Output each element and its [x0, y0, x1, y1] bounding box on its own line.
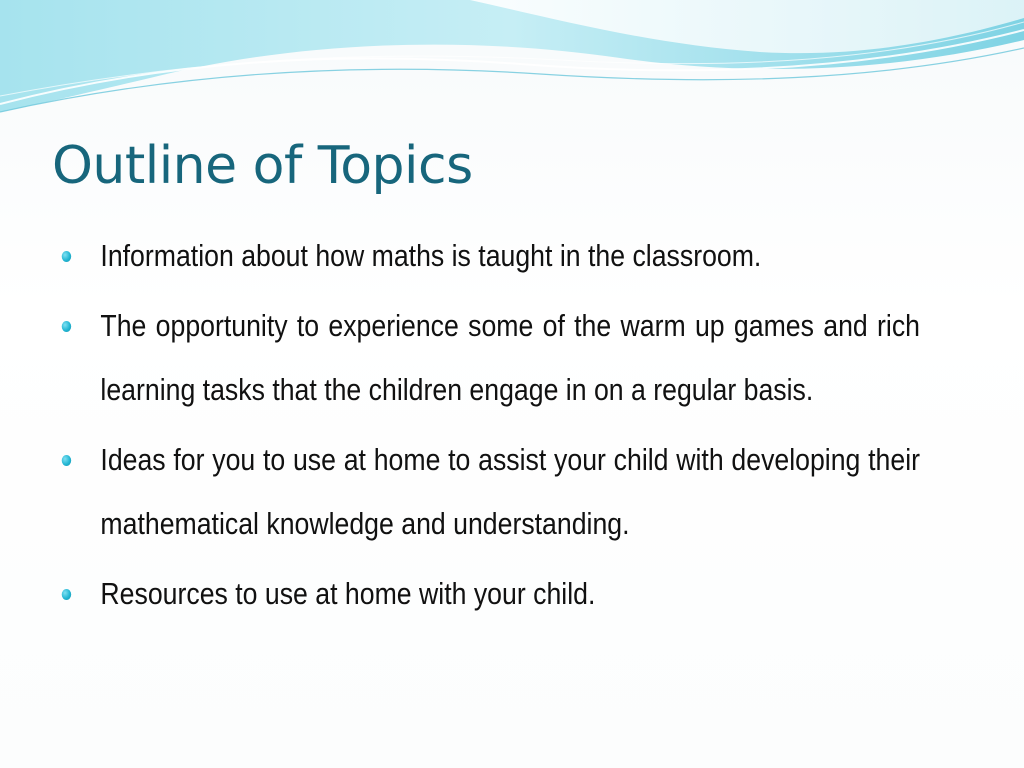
bullet-item [60, 224, 920, 288]
wave-header-decoration [0, 0, 1024, 130]
bullet-text: The opportunity to experience some of the warm up games and rich learning tasks that the children engage in on a regular basis. [100, 308, 921, 407]
bullet-item [60, 428, 920, 556]
bullet-dot-icon [62, 321, 71, 332]
bullet-text: Ideas for you to use at home to assist your child with developing their mathematical knowledge and understanding. [100, 442, 921, 541]
bullet-item [60, 294, 920, 422]
bullet-list [60, 224, 921, 632]
bullet-dot-icon [62, 589, 71, 600]
bullet-dot-icon [62, 251, 71, 262]
bullet-dot-icon [62, 455, 71, 466]
bullet-item [60, 562, 920, 626]
bullet-text: Information about how maths is taught in the classroom. [100, 238, 762, 273]
bullet-text: Resources to use at home with your child. [100, 576, 596, 611]
slide-title: Outline of Topics [52, 136, 473, 196]
